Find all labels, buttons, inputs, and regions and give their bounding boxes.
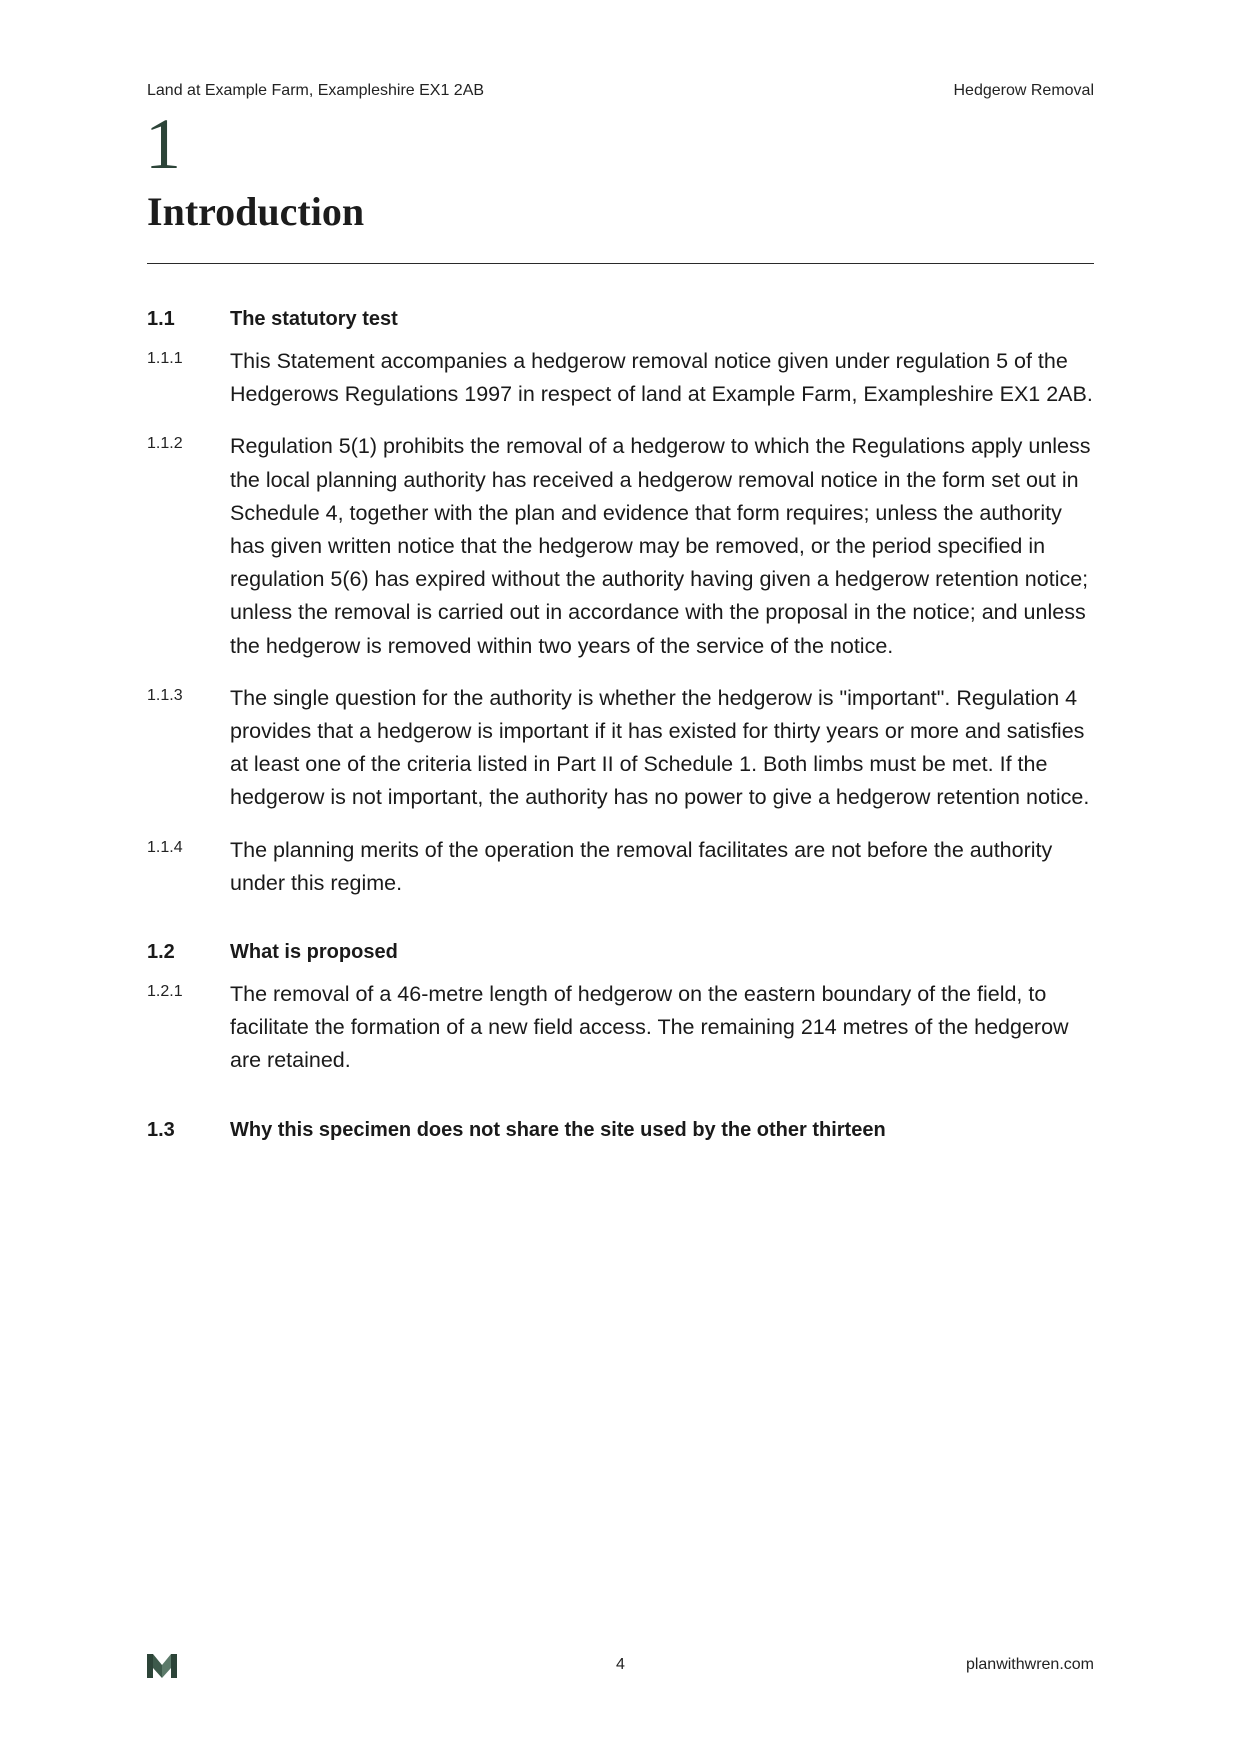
- paragraph-text: Regulation 5(1) prohibits the removal of a hedgerow to which the Regulations apply unless the local planning authority has received a hedgerow removal notice in the form set out in Schedule 4, together with the plan and evidence that form requires; unless the authority has given written notice that the hedgerow may be removed, or the period specified in regulation 5(6) has expired without the authority having given a hedgerow retention notice; unless the removal is carried out in accordance with the proposal in the notice; and unless the hedgerow is removed within two years of the service of the notice.: [230, 434, 1091, 658]
- paragraph-text: The removal of a 46-metre length of hedgerow on the eastern boundary of the field, to facilitate the formation of a new field access. The remaining 214 metres of the hedgerow are retained.: [230, 982, 1069, 1073]
- section-heading: [147, 1116, 1094, 1144]
- chapter-number: 1: [145, 104, 181, 184]
- footer-website-link[interactable]: planwithwren.com: [965, 1656, 1094, 1673]
- paragraph-text: The single question for the authority is whether the hedgerow is "important". Regulation 4 provides that a hedgerow is important if it has existed for thirty years or more and satisfies at least one of the criteria listed in Part II of Schedule 1. Both limbs must be met. If the hedgerow is not important, the authority has no power to give a hedgerow retention notice.: [230, 685, 1090, 810]
- paragraph-text: This Statement accompanies a hedgerow removal notice given under regulation 5 of the Hedgerows Regulations 1997 in respect of land at Example Farm, Exampleshire EX1 2AB.: [230, 349, 1093, 407]
- paragraph-number: 1.1.3: [147, 686, 183, 704]
- section-heading: [147, 938, 1094, 966]
- section-title: The statutory test: [230, 308, 398, 330]
- page-footer: [147, 1652, 1094, 1680]
- numbered-paragraph: [147, 978, 1094, 1078]
- section-number: 1.1: [147, 308, 175, 330]
- section-title: What is proposed: [230, 941, 398, 964]
- section-title: Why this specimen does not share the site used by the other thirteen: [230, 1118, 886, 1141]
- page-number: 4: [616, 1656, 625, 1673]
- section: [147, 305, 1094, 900]
- numbered-paragraph: [147, 430, 1094, 662]
- numbered-paragraph: [147, 834, 1094, 900]
- paragraph-number: 1.1.2: [147, 435, 183, 453]
- section: [147, 1116, 1094, 1144]
- paragraph-number: 1.1.4: [147, 838, 183, 856]
- chapter-title: Introduction: [147, 189, 365, 234]
- running-header: [147, 82, 1094, 100]
- section-number: 1.2: [147, 941, 175, 964]
- document-body: [147, 305, 1094, 1182]
- paragraph-number: 1.2.1: [147, 983, 183, 1001]
- section-number: 1.3: [147, 1118, 175, 1141]
- header-document-title: Hedgerow Removal: [953, 82, 1094, 99]
- paragraph-text: The planning merits of the operation the removal facilitates are not before the authority under this regime.: [230, 837, 1053, 895]
- paragraph-number: 1.1.1: [147, 350, 183, 367]
- chapter-divider: [147, 263, 1094, 264]
- header-site-address: Land at Example Farm, Exampleshire EX1 2AB: [147, 82, 485, 99]
- numbered-paragraph: [147, 345, 1094, 411]
- section-heading: [147, 305, 1094, 333]
- numbered-paragraph: [147, 682, 1094, 815]
- section: [147, 938, 1094, 1078]
